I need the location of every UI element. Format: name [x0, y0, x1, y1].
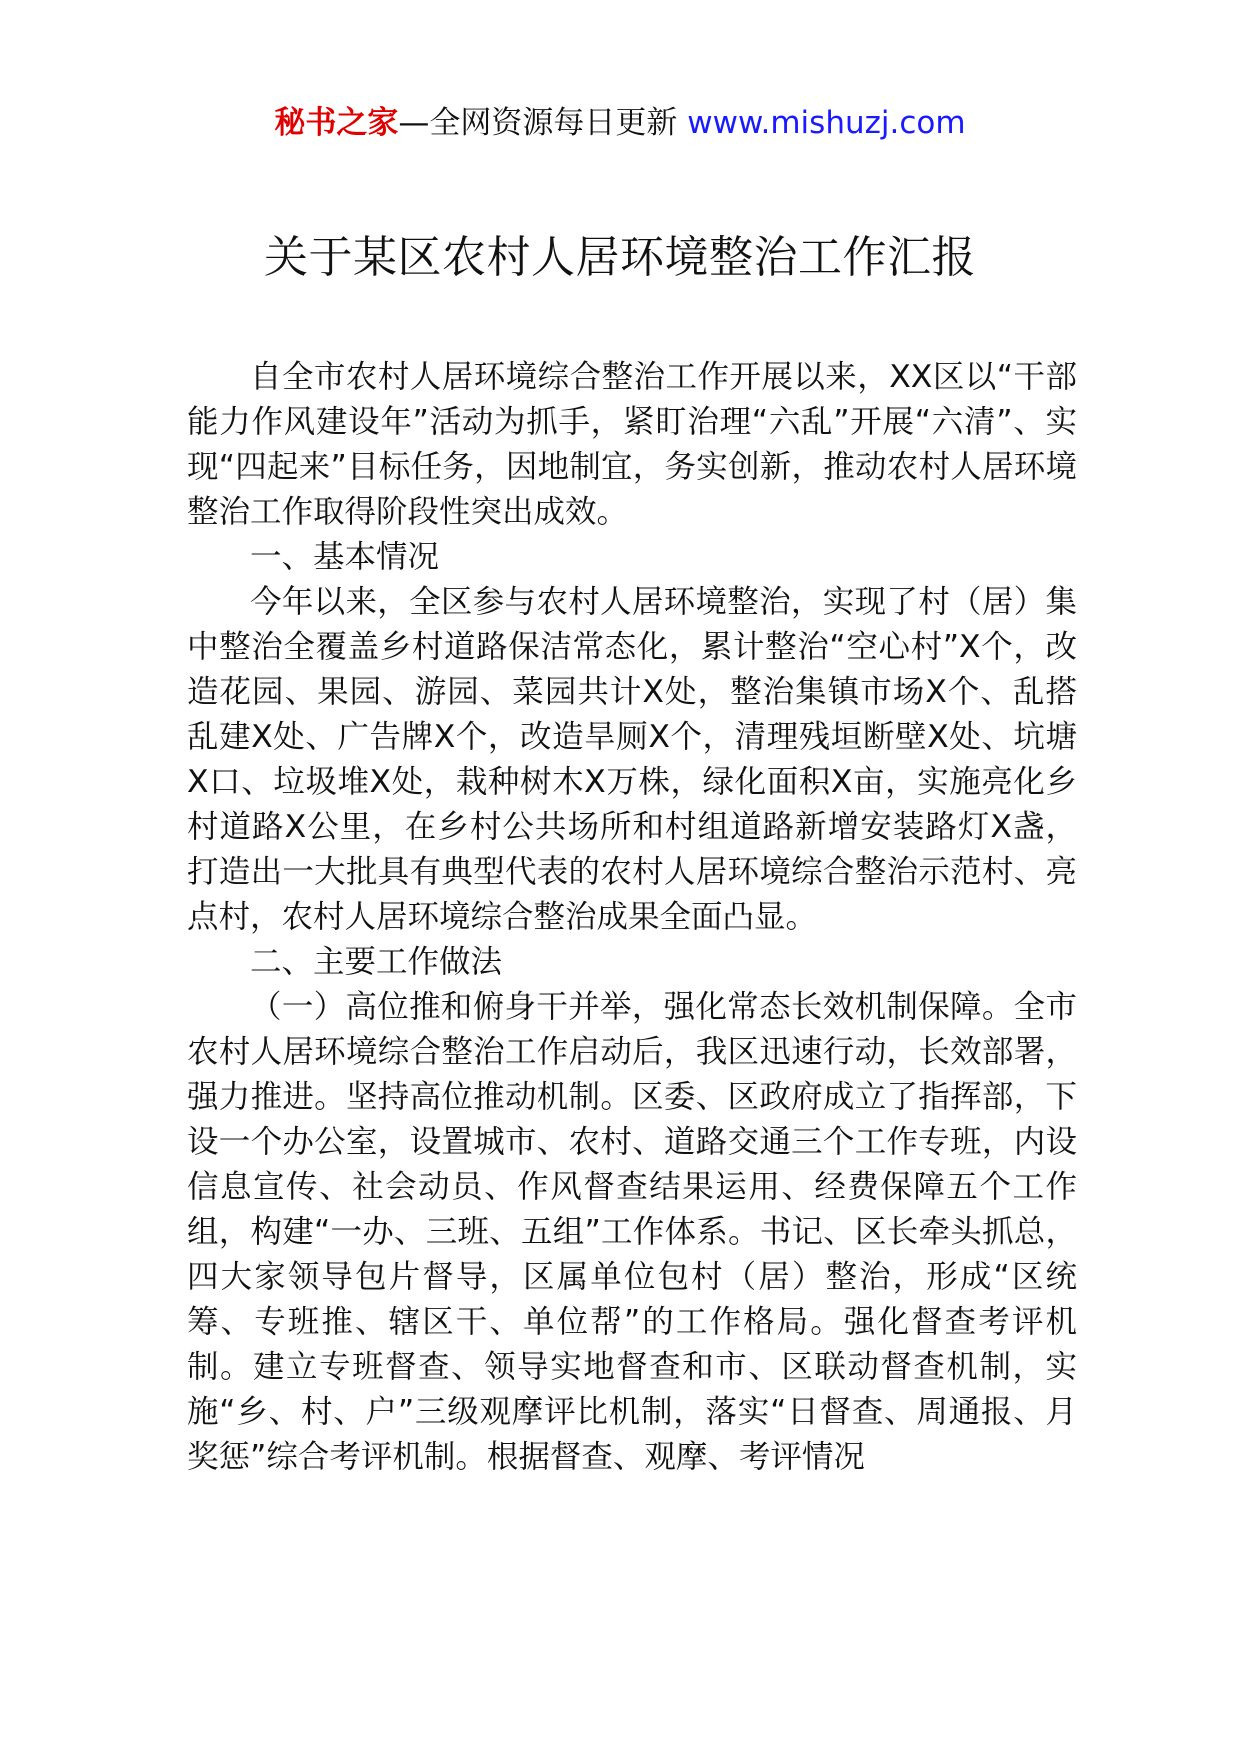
- site-brand-name: 秘书之家: [274, 105, 399, 141]
- main-practices-paragraph: （一）高位推和俯身干并举，强化常态长效机制保障。全市农村人居环境综合整治工作启动后，我区迅速行动，长效部署，强力推进。坚持高位推动机制。区委、区政府成立了指挥部，下设一个办公室，设置城市、农村、道路交通三个工作专班，内设信息宣传、社会动员、作风督查结果运用、经费保障五个工作组，构建“一办、三班、五组”工作体系。书记、区长牵头抓总，四大家领导包片督导，区属单位包村（居）整治，形成“区统筹、专班推、辖区干、单位帮”的工作格局。强化督查考评机制。建立专班督查、领导实地督查和市、区联动督查机制，实施“乡、村、户”三级观摩评比机制，落实“日督查、周通报、月奖惩”综合考评机制。根据督查、观摩、考评情况: [187, 989, 1077, 1475]
- intro-paragraph: 自全市农村人居环境综合整治工作开展以来，XX区以“干部能力作风建设年”活动为抓手，紧盯治理“六乱”开展“六清”、实现“四起来”目标任务，因地制宜，务实创新，推动农村人居环境整治工作取得阶段性突出成效。: [187, 359, 1077, 530]
- document-title: 关于某区农村人居环境整治工作汇报: [264, 232, 976, 283]
- site-url-link[interactable]: www.mishuzj.com: [687, 105, 966, 141]
- section-heading-main-practices: 二、主要工作做法: [250, 944, 503, 980]
- site-slogan: —全网资源每日更新: [398, 105, 678, 141]
- basic-situation-paragraph: 今年以来，全区参与农村人居环境整治，实现了村（居）集中整治全覆盖乡村道路保洁常态化，累计整治“空心村”X个，改造花园、果园、游园、菜园共计X处，整治集镇市场X个、乱搭乱建X处、广告牌X个，改造旱厕X个，清理残垣断壁X处、坑塘X口、垃圾堆X处，栽种树木X万株，绿化面积X亩，实施亮化乡村道路X公里，在乡村公共场所和村组道路新增安装路灯X盏，打造出一大批具有典型代表的农村人居环境综合整治示范村、亮点村，农村人居环境综合整治成果全面凸显。: [187, 584, 1077, 935]
- site-header-banner: [0, 100, 1240, 146]
- document-body: [187, 355, 1077, 1480]
- section-heading-basic-situation: 一、基本情况: [250, 539, 440, 575]
